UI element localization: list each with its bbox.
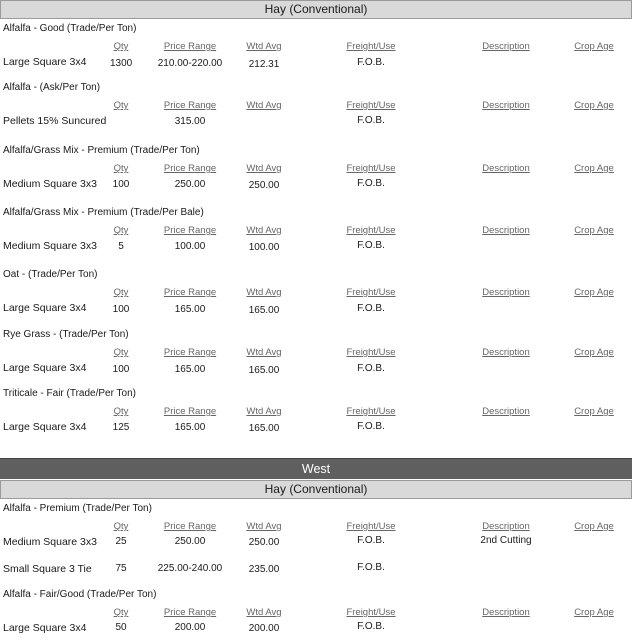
price-range-value: 315.00 [174, 116, 206, 127]
product-name: Large Square 3x4 [3, 362, 87, 374]
col-header-freight-use: Freight/Use [346, 225, 396, 236]
col-header-qty: Qty [113, 406, 129, 417]
commodity-title: Alfalfa - Fair/Good (Trade/Per Ton) [3, 589, 157, 600]
price-range-value: 250.00 [174, 179, 206, 190]
product-name: Medium Square 3x3 [3, 240, 97, 252]
price-range-value: 210.00-220.00 [157, 58, 223, 69]
col-header-price-range: Price Range [163, 347, 217, 358]
qty-value: 75 [115, 563, 127, 574]
col-header-description: Description [482, 406, 530, 417]
qty-value: 25 [115, 536, 127, 547]
product-name: Large Square 3x4 [3, 421, 87, 433]
wtd-avg-value: 200.00 [248, 623, 280, 634]
wtd-avg-value: 165.00 [248, 305, 280, 316]
section-header-hay-conventional: Hay (Conventional) [0, 0, 632, 19]
col-header-description: Description [482, 347, 530, 358]
freight-value: F.O.B. [357, 115, 385, 126]
product-name: Large Square 3x4 [3, 622, 87, 634]
qty-value: 125 [112, 422, 130, 433]
product-name: Medium Square 3x3 [3, 178, 97, 190]
price-range-value: 250.00 [174, 536, 206, 547]
qty-value: 100 [112, 364, 130, 375]
commodity-title: Oat - (Trade/Per Ton) [3, 269, 98, 280]
commodity-title: Triticale - Fair (Trade/Per Ton) [3, 388, 136, 399]
col-header-price-range: Price Range [163, 406, 217, 417]
price-range-value: 165.00 [174, 422, 206, 433]
commodity-title: Alfalfa/Grass Mix - Premium (Trade/Per Bale) [3, 207, 204, 218]
price-range-value: 165.00 [174, 364, 206, 375]
commodity-title: Alfalfa/Grass Mix - Premium (Trade/Per Ton) [3, 145, 200, 156]
col-header-crop-age: Crop Age [574, 607, 614, 618]
col-header-freight-use: Freight/Use [346, 347, 396, 358]
freight-value: F.O.B. [357, 363, 385, 374]
col-header-wtd-avg: Wtd Avg [246, 406, 282, 417]
qty-value: 5 [118, 241, 124, 252]
wtd-avg-value: 250.00 [248, 180, 280, 191]
col-header-freight-use: Freight/Use [346, 163, 396, 174]
col-header-crop-age: Crop Age [574, 41, 614, 52]
price-range-value: 165.00 [174, 304, 206, 315]
product-name: Medium Square 3x3 [3, 536, 97, 548]
price-range-value: 200.00 [174, 622, 206, 633]
col-header-price-range: Price Range [163, 100, 217, 111]
col-header-price-range: Price Range [163, 521, 217, 532]
col-header-crop-age: Crop Age [574, 163, 614, 174]
product-name: Large Square 3x4 [3, 302, 87, 314]
qty-value: 1300 [110, 58, 133, 69]
col-header-qty: Qty [113, 225, 129, 236]
commodity-title: Rye Grass - (Trade/Per Ton) [3, 329, 129, 340]
commodity-title: Alfalfa - (Ask/Per Ton) [3, 82, 101, 93]
col-header-price-range: Price Range [163, 163, 217, 174]
col-header-wtd-avg: Wtd Avg [246, 100, 282, 111]
col-header-crop-age: Crop Age [574, 100, 614, 111]
col-header-price-range: Price Range [163, 225, 217, 236]
col-header-freight-use: Freight/Use [346, 41, 396, 52]
col-header-wtd-avg: Wtd Avg [246, 347, 282, 358]
commodity-title: Alfalfa - Good (Trade/Per Ton) [3, 23, 137, 34]
qty-value: 100 [112, 179, 130, 190]
col-header-description: Description [482, 163, 530, 174]
freight-value: F.O.B. [357, 535, 385, 546]
qty-value: 50 [115, 622, 127, 633]
freight-value: F.O.B. [357, 57, 385, 68]
col-header-crop-age: Crop Age [574, 521, 614, 532]
col-header-qty: Qty [113, 41, 129, 52]
col-header-description: Description [482, 521, 530, 532]
wtd-avg-value: 235.00 [248, 564, 280, 575]
wtd-avg-value: 100.00 [248, 242, 280, 253]
col-header-crop-age: Crop Age [574, 347, 614, 358]
col-header-price-range: Price Range [163, 41, 217, 52]
col-header-freight-use: Freight/Use [346, 406, 396, 417]
price-range-value: 100.00 [174, 241, 206, 252]
col-header-qty: Qty [113, 163, 129, 174]
col-header-wtd-avg: Wtd Avg [246, 607, 282, 618]
description-value: 2nd Cutting [480, 535, 532, 546]
wtd-avg-value: 212.31 [248, 59, 280, 70]
col-header-qty: Qty [113, 607, 129, 618]
freight-value: F.O.B. [357, 240, 385, 251]
freight-value: F.O.B. [357, 178, 385, 189]
col-header-wtd-avg: Wtd Avg [246, 225, 282, 236]
col-header-wtd-avg: Wtd Avg [246, 287, 282, 298]
col-header-crop-age: Crop Age [574, 225, 614, 236]
wtd-avg-value: 165.00 [248, 423, 280, 434]
qty-value: 100 [112, 304, 130, 315]
section-header-hay-conventional-west: Hay (Conventional) [0, 480, 632, 499]
col-header-price-range: Price Range [163, 607, 217, 618]
col-header-price-range: Price Range [163, 287, 217, 298]
col-header-freight-use: Freight/Use [346, 521, 396, 532]
col-header-freight-use: Freight/Use [346, 287, 396, 298]
col-header-description: Description [482, 225, 530, 236]
col-header-description: Description [482, 607, 530, 618]
col-header-wtd-avg: Wtd Avg [246, 163, 282, 174]
col-header-wtd-avg: Wtd Avg [246, 521, 282, 532]
col-header-qty: Qty [113, 287, 129, 298]
col-header-qty: Qty [113, 521, 129, 532]
col-header-crop-age: Crop Age [574, 287, 614, 298]
product-name: Large Square 3x4 [3, 56, 87, 68]
commodity-title: Alfalfa - Premium (Trade/Per Ton) [3, 503, 152, 514]
product-name: Pellets 15% Suncured [3, 115, 107, 127]
wtd-avg-value: 250.00 [248, 537, 280, 548]
col-header-qty: Qty [113, 347, 129, 358]
col-header-wtd-avg: Wtd Avg [246, 41, 282, 52]
product-name: Small Square 3 Tie [3, 563, 92, 575]
price-range-value: 225.00-240.00 [157, 563, 223, 574]
col-header-crop-age: Crop Age [574, 406, 614, 417]
col-header-description: Description [482, 287, 530, 298]
col-header-description: Description [482, 41, 530, 52]
col-header-description: Description [482, 100, 530, 111]
freight-value: F.O.B. [357, 421, 385, 432]
region-header-west: West [0, 458, 632, 479]
wtd-avg-value: 165.00 [248, 365, 280, 376]
freight-value: F.O.B. [357, 621, 385, 632]
col-header-freight-use: Freight/Use [346, 100, 396, 111]
col-header-qty: Qty [113, 100, 129, 111]
freight-value: F.O.B. [357, 303, 385, 314]
col-header-freight-use: Freight/Use [346, 607, 396, 618]
freight-value: F.O.B. [357, 562, 385, 573]
